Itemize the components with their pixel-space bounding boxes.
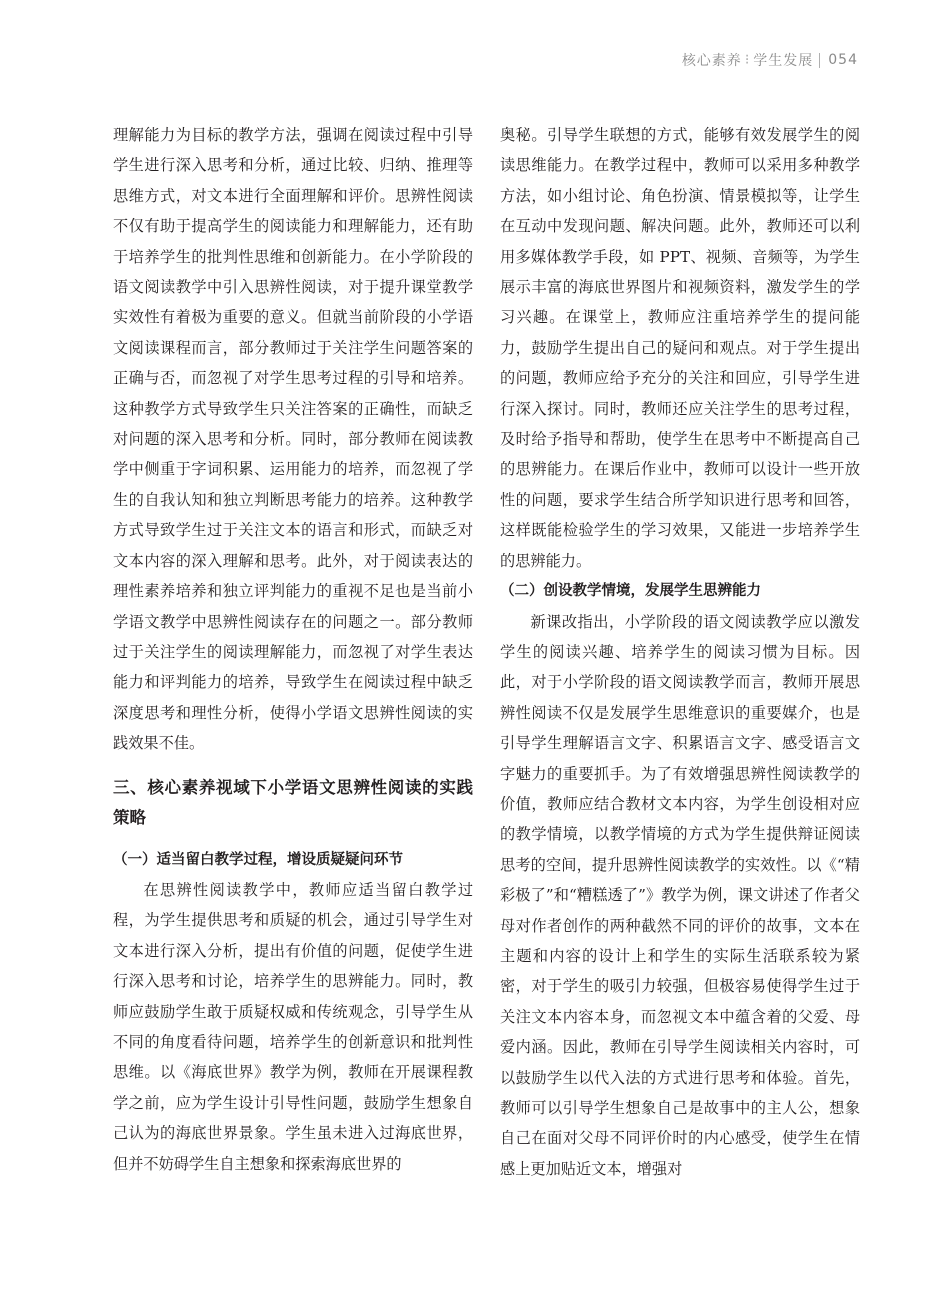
header-dot-separator: ⁝	[744, 52, 751, 68]
right-paragraph-1: 奥秘。引导学生联想的方式，能够有效发展学生的阅读思维能力。在教学过程中，教师可以采用多种教学方法，如小组讨论、角色扮演、情景模拟等，让学生在互动中发现问题、解决问题。此外，教师还可以利用多媒体教学手段，如 PPT、视频、音频等，为学生展示丰富的海底世界图片和视频资料，激发学生的学习兴趣。在课堂上，教师应注重培养学生的提问能力，鼓励学生提出自己的疑问和观点。对于学生提出的问题，教师应给予充分的关注和回应，引导学生进行深入探讨。同时，教师还应关注学生的思考过程，及时给予指导和帮助，使学生在思考中不断提高自己的思辨能力。在课后作业中，教师可以设计一些开放性的问题，要求学生结合所学知识进行思考和回答，这样既能检验学生的学习效果，又能进一步培养学生的思辨能力。	[500, 126, 860, 570]
subsection-1-title: （一）适当留白教学过程，增设质疑疑问环节	[113, 851, 403, 868]
section-title: 三、核心素养视域下小学语文思辨性阅读的实践策略	[113, 777, 473, 827]
right-column	[500, 120, 860, 1184]
header-subsection: 学生发展	[753, 53, 814, 69]
right-paragraph-2: 新课改指出，小学阶段的语文阅读教学应以激发学生的阅读兴趣、培养学生的阅读习惯为目标。因此，对于小学阶段的语文阅读教学而言，教师开展思辨性阅读不仅是发展学生思维意识的重要媒介，也是引导学生理解语言文字、积累语言文字、感受语言文字魅力的重要抓手。为了有效增强思辨性阅读教学的价值，教师应结合教材文本内容，为学生创设相对应的教学情境，以教学情境的方式为学生提供辩证阅读思考的空间，提升思辨性阅读教学的实效性。以《“精彩极了”和“糟糕透了”》教学为例，课文讲述了作者父母对作者创作的两种截然不同的评价的故事，文本在主题和内容的设计上和学生的实际生活联系较为紧密，对于学生的吸引力较强，但极容易使得学生过于关注文本内容本身，而忽视文本中蕴含着的父爱、母爱内涵。因此，教师在引导学生阅读相关内容时，可以鼓励学生以代入法的方式进行思考和体验。首先，教师可以引导学生想象自己是故事中的主人公，想象自己在面对父母不同评价时的内心感受，使学生在情感上更加贴近文本，增强对	[500, 612, 860, 1178]
left-column	[113, 120, 473, 1179]
left-paragraph-1: 理解能力为目标的教学方法，强调在阅读过程中引导学生进行深入思考和分析，通过比较、归纳、推理等思维方式，对文本进行全面理解和评价。思辨性阅读不仅有助于提高学生的阅读能力和理解能力，还有助于培养学生的批判性思维和创新能力。在小学阶段的语文阅读教学中引入思辨性阅读，对于提升课堂教学实效性有着极为重要的意义。但就当前阶段的小学语文阅读课程而言，部分教师过于关注学生问题答案的正确与否，而忽视了对学生思考过程的引导和培养。这种教学方式导致学生只关注答案的正确性，而缺乏对问题的深入思考和分析。同时，部分教师在阅读教学中侧重于字词积累、运用能力的培养，而忽视了学生的自我认知和独立判断思考能力的培养。这种教学方式导致学生过于关注文本的语言和形式，而缺乏对文本内容的深入理解和思考。此外，对于阅读表达的理性素养培养和独立评判能力的重视不足也是当前小学语文教学中思辨性阅读存在的问题之一。部分教师过于关注学生的阅读理解能力，而忽视了对学生表达能力和评判能力的培养，导致学生在阅读过程中缺乏深度思考和理性分析，使得小学语文思辨性阅读的实践效果不佳。	[113, 126, 473, 753]
header-section: 核心素养	[681, 53, 742, 69]
running-header	[682, 50, 858, 70]
left-paragraph-2: 在思辨性阅读教学中，教师应适当留白教学过程，为学生提供思考和质疑的机会，通过引导学生对文本进行深入分析，提出有价值的问题，促使学生进行深入思考和讨论，培养学生的思辨能力。同时，教师应鼓励学生敢于质疑权威和传统观念，引导学生从不同的角度看待问题，培养学生的创新意识和批判性思维。以《海底世界》教学为例，教师在开展课程教学之前，应为学生设计引导性问题，鼓励学生想象自己认为的海底世界景象。学生虽未进入过海底世界，但并不妨碍学生自主想象和探索海底世界的	[113, 880, 473, 1173]
subsection-2-title: （二）创设教学情境，发展学生思辨能力	[500, 583, 761, 600]
page-number: 054	[828, 52, 858, 68]
header-bar-separator	[819, 53, 820, 68]
